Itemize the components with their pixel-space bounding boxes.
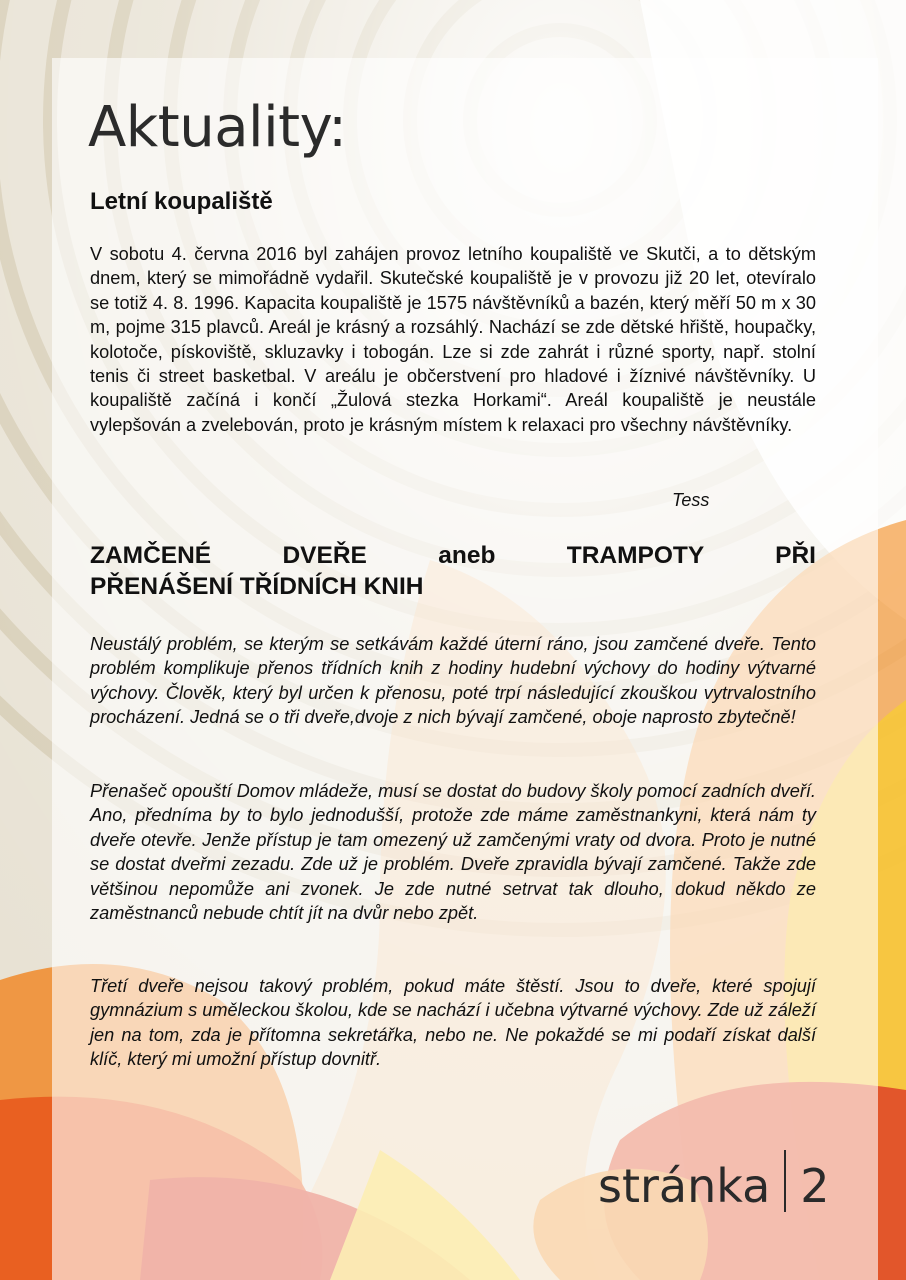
article-2-title — [90, 540, 816, 602]
article-1-author: Tess — [672, 490, 710, 510]
article-2-title-line-2: PŘENÁŠENÍ TŘÍDNÍCH KNIH — [90, 573, 424, 600]
footer-separator — [784, 1150, 786, 1212]
article-1-title: Letní koupaliště — [90, 188, 273, 215]
article-1-body: V sobotu 4. června 2016 byl zahájen provoz letního koupaliště ve Skutči, a to dětským dnem, který se mimořádně vydařil. Skutečské koupaliště je v provozu již 20 let, otevíralo se totiž 4. 8. 1996. Kapacita koupaliště je 1575 návštěvníků a bazén, který měří 50 m x 30 m, pojme 315 plavců. Areál je krásný a rozsáhlý. Nachází se zde dětské hřiště, houpačky, kolotoče, pískoviště, skluzavky i tobogán. Lze si zde zahrát i různé sporty, např. stolní tenis či street basketbal. V areálu je občerstvení pro hladové i žíznivé návštěvníky. U koupaliště začíná i končí „Žulová stezka Horkami“. Areál koupaliště je neustále vylepšován a zvelebován, proto je krásným místem k relaxaci pro všechny návštěvníky. — [90, 244, 816, 435]
article-2-title-line-1: ZAMČENÉ DVEŘE aneb TRAMPOTY PŘI — [90, 542, 816, 569]
footer-label: stránka — [598, 1159, 771, 1213]
article-2-paragraph-1: Neustálý problém, se kterým se setkávám každé úterní ráno, jsou zamčené dveře. Tento problém komplikuje přenos třídních knih z hodiny hudební výchovy do hodiny výtvarné výchovy. Člověk, který byl určen k přenosu, poté trpí následující zkouškou vytrvalostního procházení. Jedná se o tři dveře,dvoje z nich bývají zamčené, oboje naprosto zbytečně! — [90, 634, 816, 728]
page-number-footer — [598, 1150, 830, 1213]
article-2-paragraph-3: Třetí dveře nejsou takový problém, pokud máte štěstí. Jsou to dveře, které spojují gymnázium s uměleckou školou, kde se nachází i učebna výtvarné výchovy. Zde už záleží jen na tom, zda je přítomna sekretářka, nebo ne. Ne pokaždé se mi podaří získat další klíč, který mi umožní přístup dovnitř. — [90, 976, 816, 1070]
article-2-paragraph-2: Přenašeč opouští Domov mládeže, musí se dostat do budovy školy pomocí zadních dveří. Ano, předníma by to bylo jednodušší, protože zde máme zaměstnankyni, která nám ty dveře otevře. Jenže přístup je tam omezený už zamčenými vraty od dvora. Proto je nutné se dostat dveřmi zezadu. Zde už je problém. Dveře zpravidla bývají zamčené. Takže zde většinou nepomůže ani zvonek. Je zde nutné setrvat tak dlouho, dokud někdo ze zaměstnanců nebude chtít jít na dvůr nebo zpět. — [90, 781, 816, 924]
page-number: 2 — [800, 1159, 830, 1213]
page-heading: Aktuality: — [88, 95, 347, 160]
